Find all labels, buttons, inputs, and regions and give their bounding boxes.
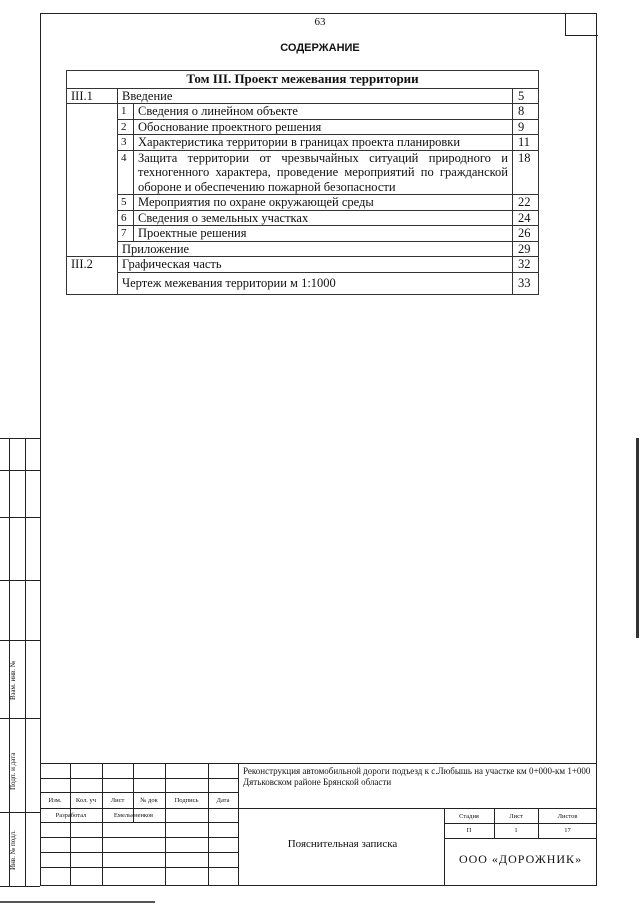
item-number: 1	[118, 104, 134, 120]
scan-artifact	[0, 901, 155, 903]
company-name: ООО «ДОРОЖНИК»	[458, 852, 583, 866]
header-data: Дата	[216, 797, 230, 804]
item-number: 7	[118, 226, 134, 242]
section-title: Графическая часть	[118, 257, 513, 273]
developed-label: Разработал	[55, 812, 87, 819]
table-row	[67, 88, 539, 104]
section-code: III.2	[67, 257, 118, 273]
page-ref: 26	[513, 226, 539, 242]
page-ref: 24	[513, 210, 539, 226]
item-title: Сведения о линейном объекте	[134, 104, 513, 120]
item-number: 6	[118, 210, 134, 226]
contents-table	[66, 70, 539, 295]
header-kol: Кол. уч	[75, 797, 97, 804]
page-number: 63	[314, 16, 326, 28]
binding-divider	[0, 438, 40, 439]
document-name: Пояснительная записка	[287, 838, 398, 850]
side-label-vzam: Взам. инв. №	[9, 660, 17, 700]
sheet-label: Лист	[509, 813, 523, 820]
page-ref: 32	[513, 257, 539, 273]
sheet-number-box	[565, 13, 598, 36]
binding-divider	[0, 812, 40, 813]
binding-divider	[0, 718, 40, 719]
blank-cell	[67, 272, 118, 295]
item-title: Мероприятия по охране окружающей среды	[134, 195, 513, 211]
item-title: Характеристика территории в границах проекта планировки	[134, 135, 513, 151]
project-description: Реконструкция автомобильной дороги подъезд к с.Любышь на участке км 0+000-км 1+000 Дятьковском районе Брянской области	[243, 766, 591, 787]
binding-divider	[0, 470, 40, 471]
stamp-line	[102, 763, 103, 886]
binding-divider	[0, 517, 40, 518]
binding-divider	[0, 640, 40, 641]
table-row	[67, 104, 539, 120]
stamp-line	[208, 763, 209, 886]
blank-cell	[67, 241, 118, 257]
item-number: 3	[118, 135, 134, 151]
item-number: 5	[118, 195, 134, 211]
page-ref: 33	[513, 272, 539, 295]
header-podpis: Подпись	[174, 797, 199, 804]
page-ref: 5	[513, 88, 539, 104]
header-list: Лист	[110, 797, 125, 804]
stamp-line	[444, 838, 597, 839]
header-izm: Изм.	[48, 797, 62, 804]
table-row	[67, 135, 539, 151]
stamp-line	[444, 823, 597, 824]
sheet-value: 1	[514, 827, 518, 834]
sheets-value: 17	[564, 827, 571, 834]
page-ref: 29	[513, 241, 539, 257]
item-title: Проектные решения	[134, 226, 513, 242]
table-row	[67, 257, 539, 273]
stamp-line	[40, 808, 597, 809]
binding-divider	[0, 580, 40, 581]
item-title: Защита территории от чрезвычайных ситуаций природного и техногенного характера, проведение мероприятий по гражданской обороне и обеспечению пожарной безопасности	[134, 150, 513, 195]
table-row	[67, 241, 539, 257]
side-label-podp: Подп. и дата	[9, 752, 17, 790]
scan-artifact	[636, 438, 639, 638]
page-title: СОДЕРЖАНИЕ	[280, 42, 360, 54]
binding-divider	[0, 886, 40, 887]
item-number: 2	[118, 119, 134, 135]
blank-cell	[67, 104, 118, 242]
developer-name: Емельяненков	[113, 812, 154, 819]
side-label-inv: Инв. № подл.	[9, 830, 17, 870]
stamp-line	[70, 763, 71, 886]
table-row	[67, 226, 539, 242]
page-ref: 22	[513, 195, 539, 211]
item-number: 4	[118, 150, 134, 195]
header-ndok: № док	[140, 797, 158, 804]
table-row	[67, 119, 539, 135]
table-row	[67, 195, 539, 211]
table-row	[67, 272, 539, 295]
item-title: Обоснование проектного решения	[134, 119, 513, 135]
page-ref: 18	[513, 150, 539, 195]
binding-line	[25, 438, 26, 886]
section-title: Введение	[118, 88, 513, 104]
volume-title: Том III. Проект межевания территории	[67, 71, 539, 89]
sheets-label: Листов	[557, 813, 578, 820]
stage-label: Стадия	[459, 813, 479, 820]
table-row	[67, 210, 539, 226]
section-code: III.1	[67, 88, 118, 104]
stamp-line	[238, 763, 239, 886]
table-row	[67, 150, 539, 195]
drawing-title: Чертеж межевания территории м 1:1000	[118, 272, 513, 295]
page-ref: 9	[513, 119, 539, 135]
stamp-line	[165, 763, 166, 886]
item-title: Сведения о земельных участках	[134, 210, 513, 226]
stamp-line	[40, 763, 597, 764]
stage-value: П	[466, 827, 472, 834]
page-ref: 11	[513, 135, 539, 151]
appendix-title: Приложение	[118, 241, 513, 257]
page-ref: 8	[513, 104, 539, 120]
table-row	[67, 71, 539, 89]
